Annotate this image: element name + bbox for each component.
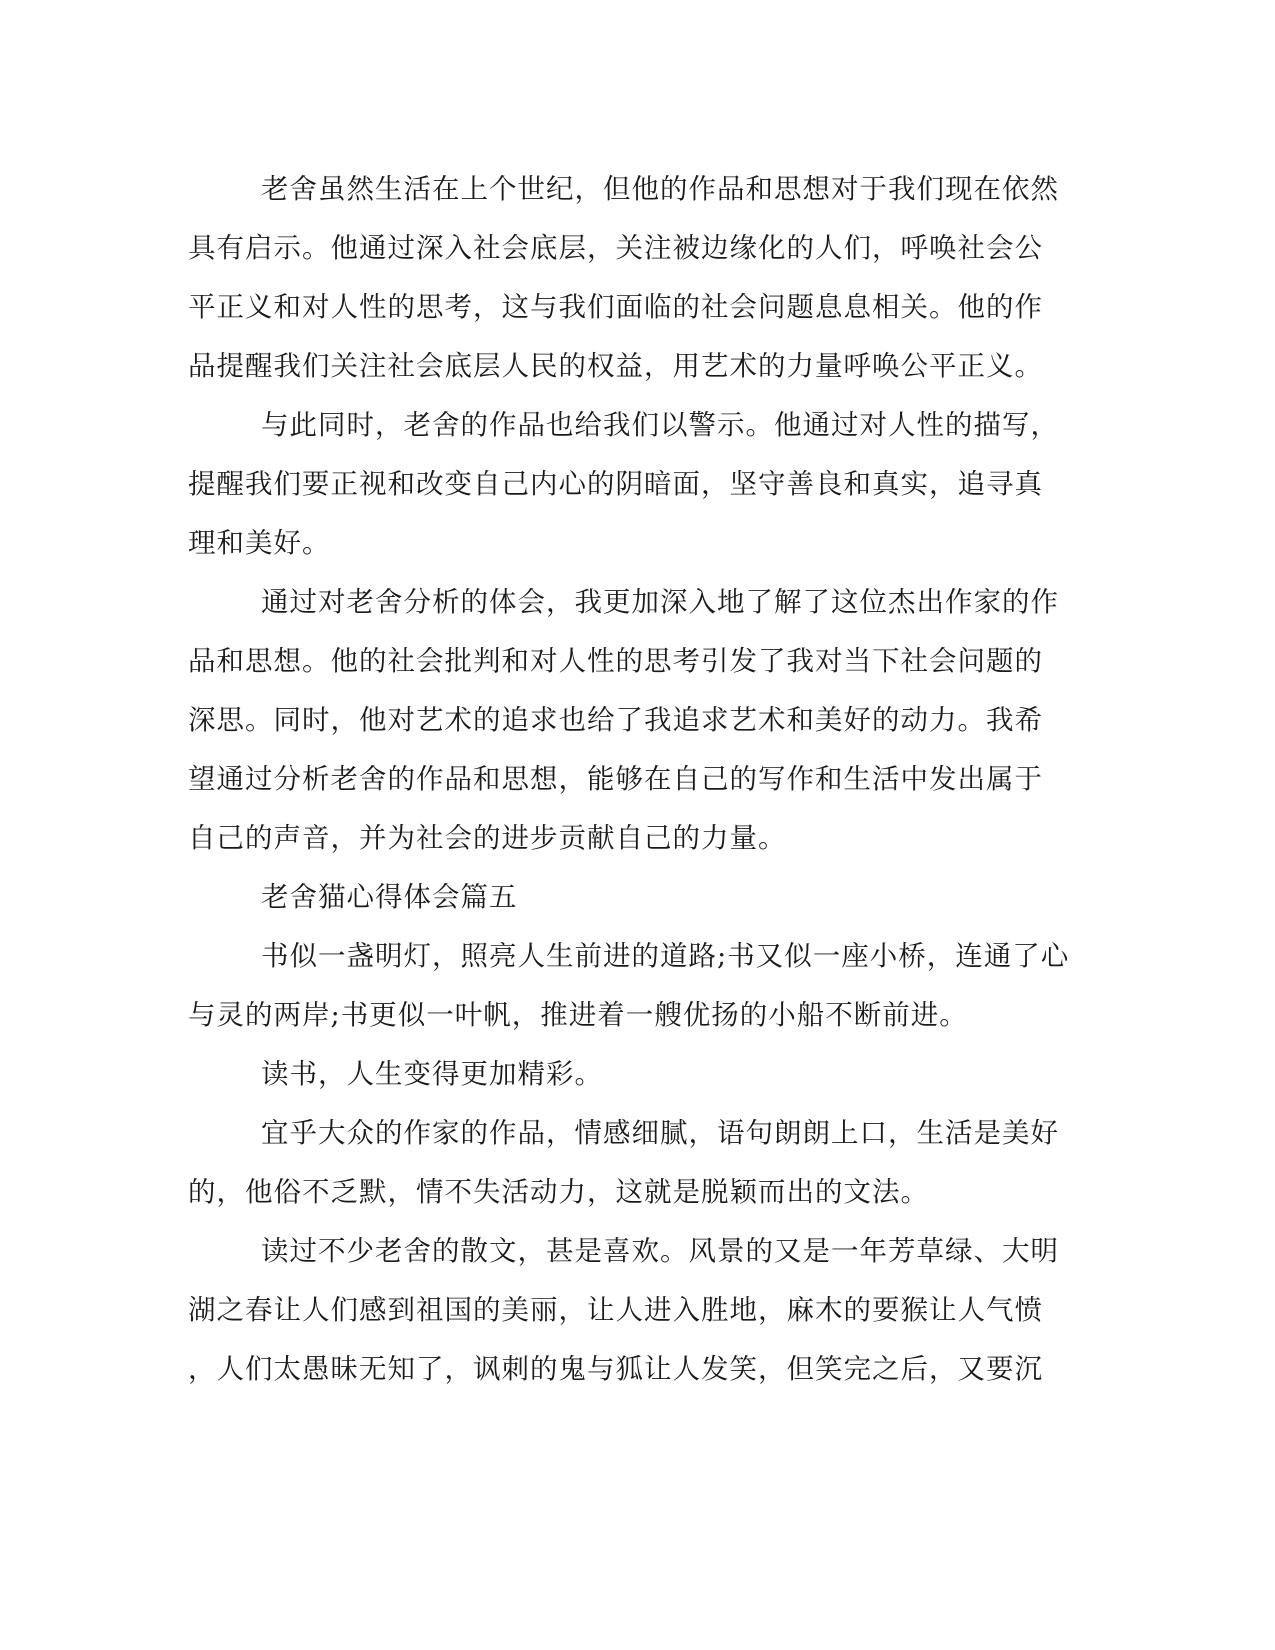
text-line: 通过对老舍分析的体会，我更加深入地了解了这位杰出作家的作 — [261, 586, 1059, 618]
paragraph — [188, 160, 1088, 396]
section-heading-text: 老舍猫心得体会篇五 — [261, 881, 518, 913]
paragraph — [188, 1222, 1088, 1399]
text-line: 自己的声音，并为社会的进步贡献自己的力量。 — [188, 822, 787, 854]
text-line: 与此同时，老舍的作品也给我们以警示。他通过对人性的描写， — [261, 409, 1059, 441]
text-line: 具有启示。他通过深入社会底层，关注被边缘化的人们，呼唤社会公 — [188, 232, 1043, 264]
text-line: 宜乎大众的作家的作品，情感细腻，语句朗朗上口，生活是美好 — [261, 1117, 1059, 1149]
text-line: 的，他俗不乏默，情不失活动力，这就是脱颖而出的文法。 — [188, 1176, 929, 1208]
paragraph — [188, 1104, 1088, 1222]
document-body — [188, 160, 1088, 1399]
paragraph — [188, 927, 1088, 1045]
text-line: 提醒我们要正视和改变自己内心的阴暗面，坚守善良和真实，追寻真 — [188, 468, 1043, 500]
text-line: 理和美好。 — [188, 527, 331, 559]
text-line: 老舍虽然生活在上个世纪，但他的作品和思想对于我们现在依然 — [261, 173, 1059, 205]
text-line: 读过不少老舍的散文，甚是喜欢。风景的又是一年芳草绿、大明 — [261, 1235, 1059, 1267]
text-line: 品提醒我们关注社会底层人民的权益，用艺术的力量呼唤公平正义。 — [188, 350, 1043, 382]
text-line: 望通过分析老舍的作品和思想，能够在自己的写作和生活中发出属于 — [188, 763, 1043, 795]
text-line: 读书，人生变得更加精彩。 — [261, 1058, 603, 1090]
paragraph — [188, 573, 1088, 868]
text-line: ，人们太愚昧无知了，讽刺的鬼与狐让人发笑，但笑完之后，又要沉 — [188, 1353, 1043, 1385]
text-line: 与灵的两岸;书更似一叶帆，推进着一艘优扬的小船不断前进。 — [188, 999, 968, 1031]
text-line: 深思。同时，他对艺术的追求也给了我追求艺术和美好的动力。我希 — [188, 704, 1043, 736]
text-line: 湖之春让人们感到祖国的美丽，让人进入胜地，麻木的要猴让人气愤 — [188, 1294, 1043, 1326]
text-line: 品和思想。他的社会批判和对人性的思考引发了我对当下社会问题的 — [188, 645, 1043, 677]
text-line: 平正义和对人性的思考，这与我们面临的社会问题息息相关。他的作 — [188, 291, 1043, 323]
paragraph — [188, 396, 1088, 573]
paragraph — [188, 1045, 1088, 1104]
section-heading — [188, 868, 1088, 927]
text-line: 书似一盏明灯，照亮人生前进的道路;书又似一座小桥，连通了心 — [261, 940, 1070, 972]
